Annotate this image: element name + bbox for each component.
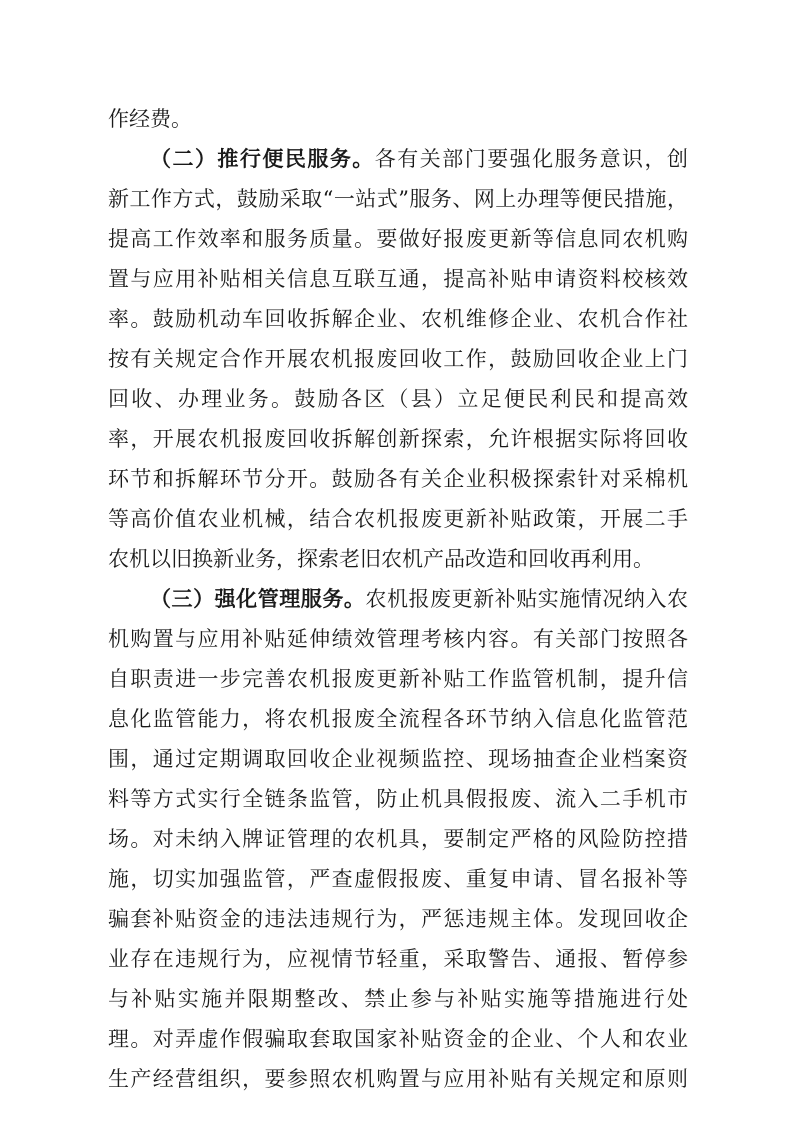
paragraph-line: 理。对弄虚作假骗取套取国家补贴资金的企业、个人和农业 — [108, 1027, 688, 1051]
paragraph-line: 等高价值农业机械，结合农机报废更新补贴政策，开展二手 — [108, 507, 688, 531]
paragraph-line: 息化监管能力，将农机报废全流程各环节纳入信息化监管范 — [108, 707, 688, 731]
paragraph-line: 新工作方式，鼓励采取“一站式”服务、网上办理等便民措施， — [108, 187, 688, 211]
intro-tail-text: 作经费。 — [108, 107, 192, 131]
paragraph-line: 回收、办理业务。鼓励各区（县）立足便民利民和提高效 — [108, 387, 688, 411]
section-2-first-line — [150, 141, 688, 177]
paragraph-line: 骗套补贴资金的违法违规行为，严惩违规主体。发现回收企 — [108, 907, 688, 931]
paragraph-line: 农机以旧换新业务，探索老旧农机产品改造和回收再利用。 — [108, 547, 654, 571]
section-3-heading: （三）强化管理服务。 — [150, 587, 366, 611]
paragraph-line — [108, 101, 688, 137]
paragraph-line: 率。鼓励机动车回收拆解企业、农机维修企业、农机合作社 — [108, 307, 688, 331]
paragraph-line: 施，切实加强监管，严查虚假报废、重复申请、冒名报补等 — [108, 867, 688, 891]
paragraph-line: 业存在违规行为，应视情节轻重，采取警告、通报、暂停参 — [108, 947, 688, 971]
paragraph-line: 与补贴实施并限期整改、禁止参与补贴实施等措施进行处 — [108, 987, 688, 1011]
paragraph-line: 自职责进一步完善农机报废更新补贴工作监管机制，提升信 — [108, 667, 688, 691]
paragraph-line: 场。对未纳入牌证管理的农机具，要制定严格的风险防控措 — [108, 827, 688, 851]
section-3-first-line — [150, 581, 688, 617]
paragraph-line: 机购置与应用补贴延伸绩效管理考核内容。有关部门按照各 — [108, 627, 688, 651]
paragraph-line: 按有关规定合作开展农机报废回收工作，鼓励回收企业上门 — [108, 347, 688, 371]
section-2-heading: （二）推行便民服务。 — [150, 147, 375, 171]
paragraph-line: 提高工作效率和服务质量。要做好报废更新等信息同农机购 — [108, 227, 688, 251]
paragraph-line: 料等方式实行全链条监管，防止机具假报废、流入二手机市 — [108, 787, 688, 811]
paragraph-line: 生产经营组织，要参照农机购置与应用补贴有关规定和原则 — [108, 1067, 688, 1091]
paragraph-line: 置与应用补贴相关信息互联互通，提高补贴申请资料校核效 — [108, 267, 688, 291]
paragraph-line: 率，开展农机报废回收拆解创新探索，允许根据实际将回收 — [108, 427, 688, 451]
section-2-text: 各有关部门要强化服务意识，创 — [374, 147, 689, 171]
section-3-text: 农机报废更新补贴实施情况纳入农 — [365, 587, 689, 611]
paragraph-line: 围，通过定期调取回收企业视频监控、现场抽查企业档案资 — [108, 747, 688, 771]
paragraph-line: 环节和拆解环节分开。鼓励各有关企业积极探索针对采棉机 — [108, 467, 688, 491]
